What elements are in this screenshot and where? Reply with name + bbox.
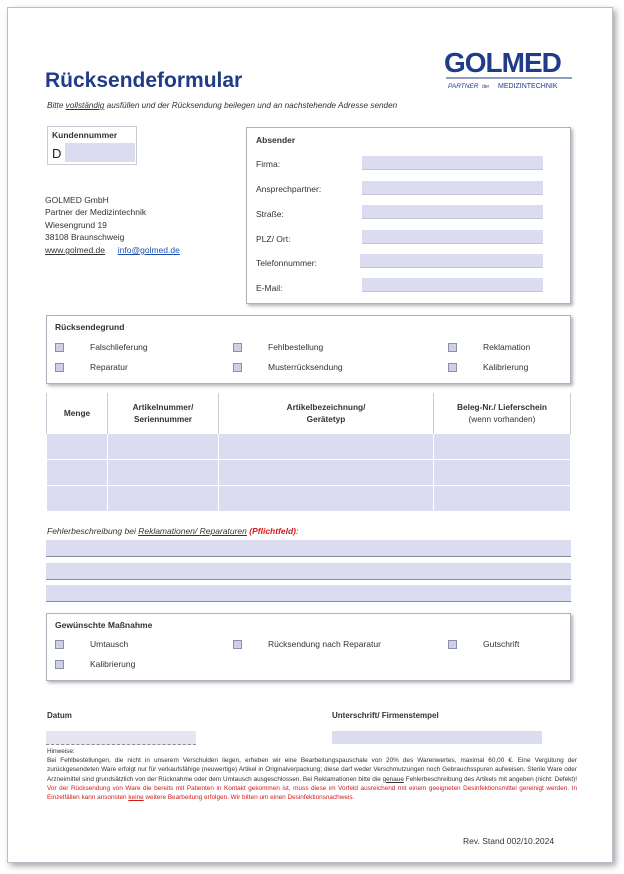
checkbox-gutschrift[interactable] bbox=[448, 640, 457, 649]
error-description-label: Fehlerbeschreibung bei Reklamationen/ Reparaturen (Pflichtfeld): bbox=[47, 526, 299, 536]
checkbox-fehlbestellung[interactable] bbox=[233, 343, 242, 352]
sender-contact-input[interactable] bbox=[362, 181, 543, 195]
sender-email-input[interactable] bbox=[362, 278, 543, 292]
checkbox-ruecksendung-nach-reparatur[interactable] bbox=[233, 640, 242, 649]
cell-artikelnummer[interactable] bbox=[108, 460, 219, 486]
checkbox-reklamation[interactable] bbox=[448, 343, 457, 352]
revision-stamp: Rev. Stand 002/10.2024 bbox=[463, 836, 555, 846]
company-tagline: Partner der Medizintechnik bbox=[45, 207, 147, 217]
label-ruecksendung-nach-reparatur: Rücksendung nach Reparatur bbox=[268, 639, 381, 649]
sender-contact-label: Ansprechpartner: bbox=[256, 184, 322, 194]
header-menge: Menge bbox=[47, 393, 108, 434]
company-street: Wiesengrund 19 bbox=[45, 220, 107, 230]
header-beleg: Beleg-Nr./ Lieferschein (wenn vorhanden) bbox=[434, 393, 571, 434]
checkbox-action-kalibrierung[interactable] bbox=[55, 660, 64, 669]
email-link[interactable]: info@golmed.de bbox=[117, 245, 180, 255]
label-falschlieferung: Falschlieferung bbox=[90, 342, 148, 352]
sender-phone-label: Telefonnummer: bbox=[256, 258, 317, 268]
error-description-line-3[interactable] bbox=[46, 585, 571, 602]
items-table bbox=[46, 393, 571, 512]
label-reklamation: Reklamation bbox=[483, 342, 531, 352]
sender-street-input[interactable] bbox=[362, 205, 543, 219]
company-city: 38108 Braunschweig bbox=[45, 232, 125, 242]
label-musterruecksendung: Musterrücksendung bbox=[268, 362, 343, 372]
logo-brand-text: GOLMED bbox=[444, 47, 561, 78]
header-artikelbezeichnung: Artikelbezeichnung/ Gerätetyp bbox=[219, 393, 434, 434]
cell-menge[interactable] bbox=[47, 486, 108, 512]
checkbox-umtausch[interactable] bbox=[55, 640, 64, 649]
cell-beleg[interactable] bbox=[434, 434, 571, 460]
error-description-line-2[interactable] bbox=[46, 563, 571, 580]
cell-beleg[interactable] bbox=[434, 486, 571, 512]
page-title: Rücksendeformular bbox=[45, 69, 243, 92]
sender-company-input[interactable] bbox=[362, 156, 543, 170]
company-name: GOLMED GmbH bbox=[45, 195, 109, 205]
error-description-line-1[interactable] bbox=[46, 540, 571, 557]
checkbox-falschlieferung[interactable] bbox=[55, 343, 64, 352]
golmed-logo bbox=[442, 42, 576, 94]
signature-input[interactable] bbox=[332, 731, 542, 744]
cell-artikelbezeichnung[interactable] bbox=[219, 434, 434, 460]
cell-artikelbezeichnung[interactable] bbox=[219, 486, 434, 512]
sender-street-label: Straße: bbox=[256, 209, 284, 219]
date-input[interactable] bbox=[46, 731, 196, 745]
customer-number-prefix: D bbox=[52, 146, 62, 161]
logo-tagline-mid: der bbox=[482, 84, 490, 90]
logo-tagline-left: PARTNER bbox=[448, 83, 479, 90]
checkbox-kalibrierung[interactable] bbox=[448, 363, 457, 372]
label-fehlbestellung: Fehlbestellung bbox=[268, 342, 324, 352]
customer-number-input[interactable] bbox=[65, 143, 135, 162]
sender-phone-input[interactable] bbox=[360, 254, 543, 268]
items-table-header bbox=[47, 393, 571, 434]
label-reparatur: Reparatur bbox=[90, 362, 128, 372]
customer-number-label: Kundennummer bbox=[52, 130, 118, 140]
desired-action-title: Gewünschte Maßnahme bbox=[55, 620, 153, 630]
cell-artikelbezeichnung[interactable] bbox=[219, 460, 434, 486]
label-kalibrierung: Kalibrierung bbox=[483, 362, 529, 372]
cell-menge[interactable] bbox=[47, 434, 108, 460]
cell-beleg[interactable] bbox=[434, 460, 571, 486]
checkbox-reparatur[interactable] bbox=[55, 363, 64, 372]
label-action-kalibrierung: Kalibrierung bbox=[90, 659, 136, 669]
sender-city-label: PLZ/ Ort: bbox=[256, 234, 291, 244]
return-reason-title: Rücksendegrund bbox=[55, 322, 125, 332]
instructions-text: Bitte vollständig ausfüllen und der Rücksendung beilegen und an nachstehende Adresse senden bbox=[47, 101, 398, 110]
notes-title: Hinweise: bbox=[47, 748, 75, 755]
cell-artikelnummer[interactable] bbox=[108, 486, 219, 512]
header-artikelnummer: Artikelnummer/ Seriennummer bbox=[108, 393, 219, 434]
website-link[interactable]: www.golmed.de bbox=[45, 245, 106, 255]
cell-menge[interactable] bbox=[47, 460, 108, 486]
notes-text: Bei Fehlbestellungen, die nicht in unserem Verschulden liegen, erheben wir eine Bearbeitungspauschale von 20% des Warenwertes, maximal 60,00 €. Eine Vergütung der zurückgesendeten Ware erfolgt nur für verkaufsfähige (neuwertige) Artikel in Originalverpackung; diese darf weder Verschmutzungen noch Gebrauchsspuren aufweisen. Sterile Ware oder Arzneimittel sind grundsätzlich von der Rücknahme oder dem Umtausch ausgeschlossen. Bei Reklamationen bitte die genaue Fehlerbeschreibung des Artikels mit angeben (nicht: Defekt)! Vor der Rücksendung von Ware die bereits mit Patienten in Kontakt gekommen ist, muss diese im Vorfeld ausreichend mit einem geeigneten Desinfektionsmittel gereinigt werden. In Einzelfällen kann ansonsten keine weitere Bearbeitung erfolgen. Wir bitten um einen Desinfektionsnachweis. bbox=[47, 757, 577, 802]
logo-tagline-right: MEDIZINTECHNIK bbox=[498, 83, 558, 90]
label-gutschrift: Gutschrift bbox=[483, 639, 520, 649]
checkbox-musterruecksendung[interactable] bbox=[233, 363, 242, 372]
table-row bbox=[47, 460, 571, 486]
sender-title: Absender bbox=[256, 135, 296, 145]
label-umtausch: Umtausch bbox=[90, 639, 129, 649]
signature-label: Unterschrift/ Firmenstempel bbox=[332, 711, 439, 720]
sender-company-label: Firma: bbox=[256, 159, 281, 169]
table-row bbox=[47, 434, 571, 460]
sender-city-input[interactable] bbox=[362, 230, 543, 244]
cell-artikelnummer[interactable] bbox=[108, 434, 219, 460]
date-label: Datum bbox=[47, 711, 72, 720]
sender-email-label: E-Mail: bbox=[256, 283, 283, 293]
table-row bbox=[47, 486, 571, 512]
